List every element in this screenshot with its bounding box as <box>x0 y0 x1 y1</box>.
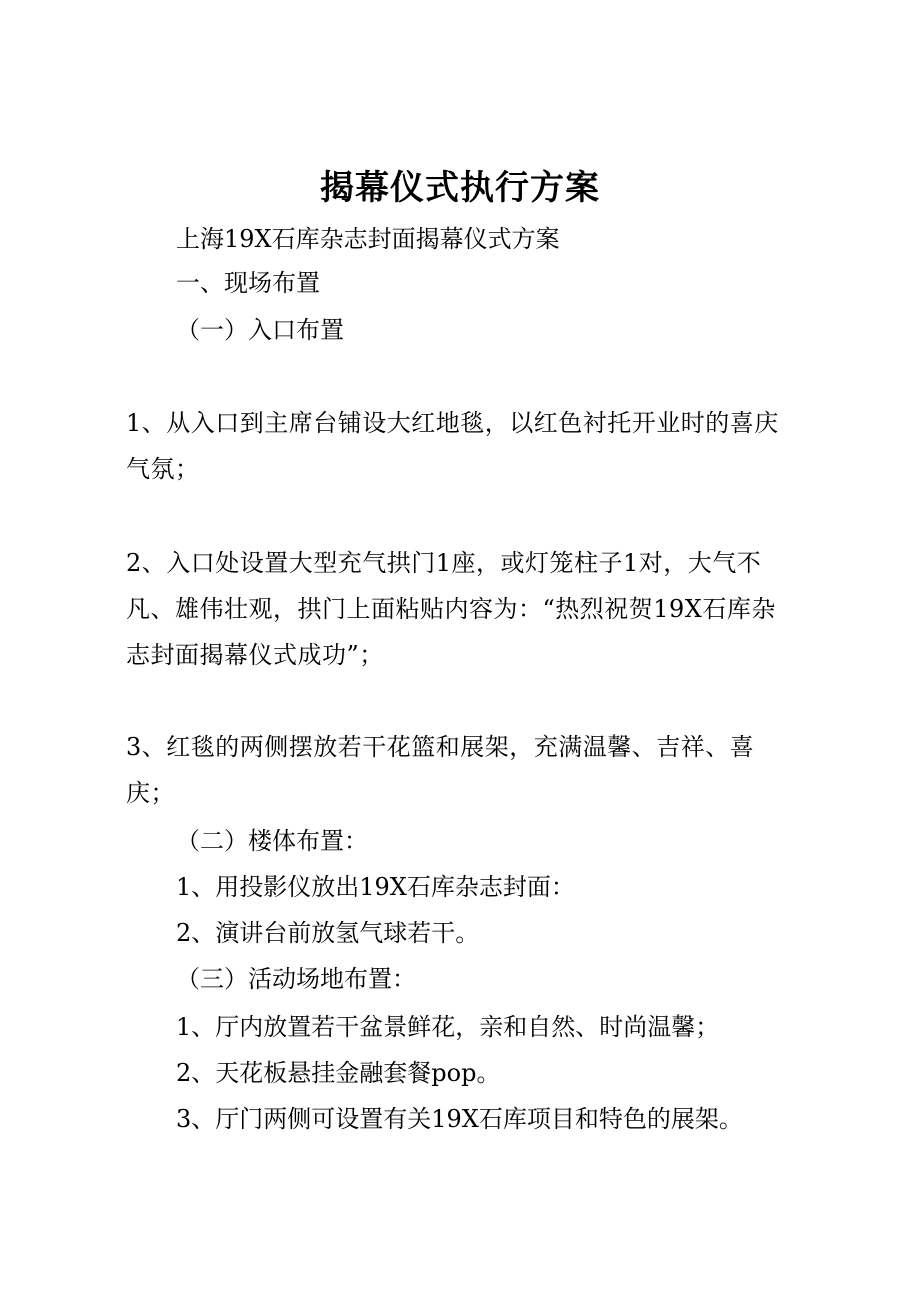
list-item: 1、厅内放置若干盆景鲜花，亲和自然、时尚温馨； <box>176 1013 720 1041</box>
document-subtitle: 上海19X石库杂志封面揭幕仪式方案 <box>176 225 560 253</box>
section-heading: 一、现场布置 <box>176 269 320 297</box>
list-item: 1、从入口到主席台铺设大红地毯，以红色衬托开业时的喜庆气氛； <box>126 409 779 483</box>
subsection-heading: （一）入口布置 <box>176 316 344 344</box>
list-item: 2、演讲台前放氢气球若干。 <box>176 919 480 947</box>
list-item: 3、红毯的两侧摆放若干花篮和展架，充满温馨、吉祥、喜庆； <box>126 733 755 807</box>
subsection-heading: （二）楼体布置： <box>176 827 368 855</box>
list-item: 2、入口处设置大型充气拱门1座，或灯笼柱子1对，大气不凡、雄伟壮观，拱门上面粘贴内容为：“热烈祝贺19X石库杂志封面揭幕仪式成功”； <box>126 549 776 669</box>
document-title: 揭幕仪式执行方案 <box>320 168 600 208</box>
list-item: 1、用投影仪放出19X石库杂志封面： <box>176 873 575 901</box>
list-item: 2、天花板悬挂金融套餐pop。 <box>176 1059 501 1087</box>
list-item: 3、厅门两侧可设置有关19X石库项目和特色的展架。 <box>176 1105 743 1133</box>
subsection-heading: （三）活动场地布置： <box>176 965 416 993</box>
